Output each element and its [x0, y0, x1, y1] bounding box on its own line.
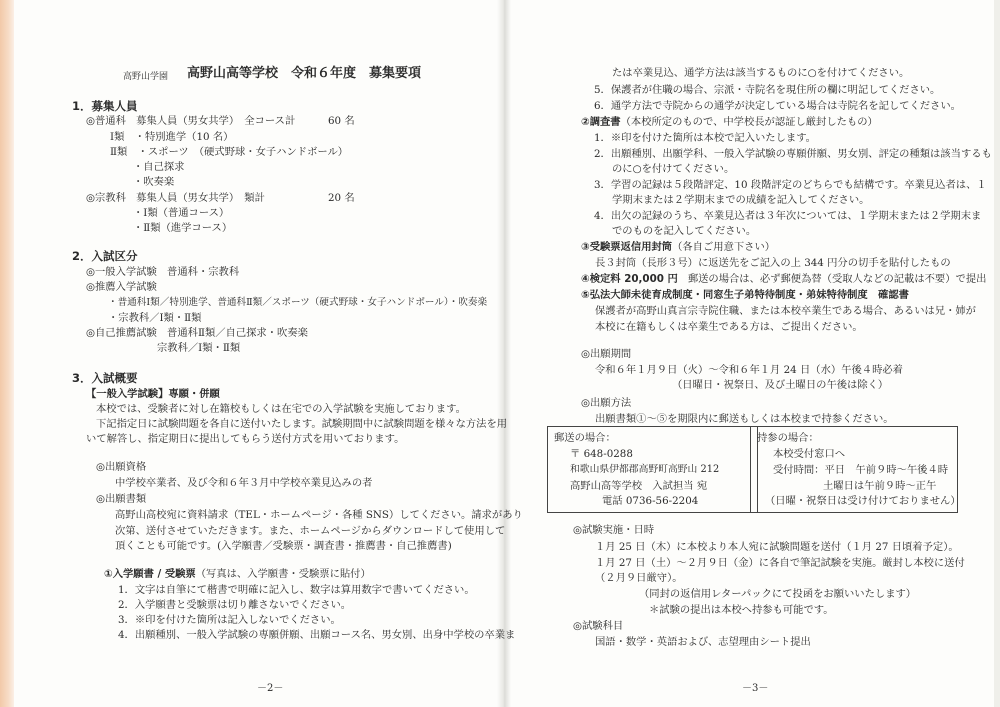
item-heading: ◎試験実施・日時: [573, 524, 655, 536]
text-line: ◎普通科 募集人員（男女共学） 全コース計: [86, 115, 296, 127]
list-item: 学期末または２学期末までの成績を記入してください。: [612, 194, 870, 206]
book-gutter: [497, 0, 511, 707]
text-line: ＊試験の提出は本校へ持参も可能です。: [649, 604, 834, 616]
text-line: ◎推薦入学試験: [86, 281, 157, 293]
text-line: ・吹奏楽: [133, 176, 175, 188]
text-line: 本校に在籍もしくは卒業生である方は、ご提出ください。: [595, 321, 863, 333]
list-item: 5．保護者が住職の場合、宗派・寺院名を現住所の欄に明記してください。: [594, 84, 941, 96]
item-heading: ④検定料 20,000 円: [581, 273, 678, 285]
page-edge: [0, 0, 14, 707]
list-item: 1．※印を付けた箇所は本校で記入いたします。: [594, 132, 816, 144]
box-heading: 持参の場合：: [757, 432, 819, 444]
item-heading: ◎出願期間: [581, 348, 632, 360]
form-item: [104, 567, 371, 581]
list-item: 3．学習の記録は５段階評定、10 段階評定のどちらでも結構です。卒業見込者は、１: [594, 179, 987, 191]
text-line: ・宗教科／Ⅰ類・Ⅱ類: [108, 312, 202, 324]
section-heading: 2．入試区分: [72, 249, 138, 263]
text-line: Ⅰ類 ・特別進学（10 名）: [110, 131, 234, 143]
paragraph-line: いて解答し、指定期日に提出してもらう送付方式を用いております。: [86, 433, 405, 445]
page-edge-right: [994, 0, 1000, 707]
text-line: ◎宗教科 募集人員（男女共学） 類計: [86, 192, 265, 204]
text-line: ・普通科Ⅰ類／特別進学、普通科Ⅱ類／スポーツ（硬式野球・女子ハンドボール）・吹奏楽: [108, 297, 488, 308]
item-heading: ◎出願書類: [96, 493, 147, 505]
text-line: （日曜日・祝祭日、及び土曜日の午後は除く）: [672, 379, 889, 391]
text-line: 保護者が高野山真言宗寺院住職、または本校卒業生である場合、あるいは兄・姉が: [595, 305, 976, 317]
page-number: －2－: [257, 683, 284, 694]
text-line: ・自己探求: [133, 161, 185, 173]
item-heading: ◎試験科目: [573, 620, 624, 632]
list-item: 6．通学方法で寺院からの通学が決定している場合は寺院名を記してください。: [594, 100, 961, 112]
list-item: でのものを記入してください。: [612, 225, 757, 237]
text-line: ・Ⅱ類（進学コース）: [133, 222, 233, 234]
text-line: 長３封筒（長形３号）に返送先をご記入の上 344 円分の切手を貼付したもの: [595, 257, 951, 269]
count-value: 60 名: [328, 115, 355, 127]
text-line: 中学校卒業者、及び令和６年３月中学校卒業見込みの者: [115, 477, 373, 489]
text-line: ◎自己推薦試験 普通科Ⅱ類／自己探求・吹奏楽: [86, 327, 308, 339]
list-item: 2．入学願書と受験票は切り離さないでください。: [118, 599, 352, 611]
text-line: 高野山高校宛に資料請求（TEL・ホームページ・各種 SNS）してください。請求があり: [115, 509, 523, 521]
item-heading: ◎出願資格: [96, 461, 147, 473]
item-heading: ◎出願方法: [581, 397, 632, 409]
text-line: （２月９日厳守）。: [595, 572, 683, 584]
mail-box: [547, 426, 758, 513]
text-line: 頂くことも可能です。(入学願書／受験票・調査書・推薦書・自己推薦書): [115, 540, 452, 552]
in-person-box: [750, 426, 961, 513]
item-heading-row: [581, 272, 986, 286]
box-heading: 郵送の場合：: [554, 432, 616, 444]
paragraph-line: 下記指定日に試験問題を各自に送付いたします。試験期間中に試験問題を様々な方法を用: [96, 418, 508, 430]
section-heading: 1．募集人員: [72, 99, 138, 113]
item-heading: ②調査書: [581, 116, 621, 128]
text-line: １月 25 日（木）に本校より本人宛に試験問題を送付（１月 27 日頃着予定）。: [595, 541, 959, 553]
text-line: １月 27 日（土）～２月９日（金）に各自で筆記試験を実施。厳封し本校に送付: [595, 557, 965, 569]
text-line: 国語・数学・英語および、志望理由シート提出: [595, 636, 811, 648]
item-note: （本校所定のもので、中学校長が認証し厳封したもの）: [620, 116, 878, 128]
list-item: 3．※印を付けた箇所は記入しないでください。: [118, 614, 341, 626]
text-line: Ⅱ類 ・スポーツ （硬式野球・女子ハンドボール）: [110, 146, 349, 158]
text-line: 土曜日は午前９時～正午: [823, 480, 937, 492]
section-heading: 3．入試概要: [72, 371, 138, 385]
text-line: 令和６年１月９日（火）～令和６年１月 24 日（水）午後４時必着: [595, 364, 903, 376]
text-line: （日曜・祝祭日は受け付けておりません）: [765, 495, 961, 507]
postal-code: 〒 648-0288: [570, 448, 633, 460]
phone: 電話 0736-56-2204: [602, 495, 699, 507]
text-line: 出願書類①～⑤を期限内に郵送もしくは本校まで持参ください。: [595, 413, 894, 425]
list-item: 2．出願種別、出願学科、一般入学試験の専願併願、男女別、評定の種類は該当するも: [594, 148, 992, 160]
list-item: 4．出願種別、一般入学試験の専願併願、出願コース名、男女別、出身中学校の卒業ま: [118, 629, 516, 641]
recipient: 高野山高等学校 入試担当 宛: [570, 480, 708, 492]
item-heading-row: [581, 240, 775, 254]
page-number: －3－: [742, 683, 769, 694]
header-org: 高野山学園: [123, 72, 169, 82]
list-item: のに○を付けてください。: [612, 163, 735, 175]
page-3: [515, 0, 993, 707]
form-note: （写真は、入学願書・受験票に貼付）: [195, 568, 371, 580]
page-title: 高野山高等学校 令和６年度 募集要項: [187, 66, 422, 81]
list-item: 4．出欠の記録のうち、卒業見込者は３年次については、１学期末または２学期末ま: [594, 210, 982, 222]
text-line: 受付時間：平日 午前９時～午後４時: [773, 464, 949, 476]
list-item: 1．文字は自筆にて楷書で明確に記入し、数字は算用数字で書いてください。: [118, 584, 475, 596]
text-line: 宗教科／Ⅰ類・Ⅱ類: [157, 342, 241, 354]
page-2: [20, 0, 523, 707]
item-heading: ③受験票返信用封筒: [581, 241, 673, 253]
form-heading: ①入学願書 / 受験票: [104, 568, 196, 580]
item-note: 郵送の場合は、必ず郵便為替（受取人などの記載は不要）で提出: [687, 273, 987, 285]
text-line: ◎一般入学試験 普通科・宗教科: [86, 266, 240, 278]
text-line: ・Ⅰ類（普通コース）: [133, 207, 230, 219]
text-line: （同封の返信用レターパックにて投函をお願いいたします）: [639, 588, 917, 600]
count-value: 20 名: [328, 192, 355, 204]
paragraph-line: 本校では、受験者に対し在籍校もしくは在宅での入学試験を実施しております。: [96, 403, 466, 415]
item-heading-row: [581, 115, 878, 129]
text-line: 次第、送付させていただきます。また、ホームページからダウンロードして使用して: [115, 525, 506, 537]
subsection-heading: 【一般入学試験】専願・併願: [86, 388, 220, 400]
list-item: たは卒業見込、通学方法は該当するものに○を付けてください。: [612, 67, 910, 79]
address: 和歌山県伊都郡高野町高野山 212: [570, 464, 720, 475]
item-heading: ⑤弘法大師未徒育成制度・同窓生子弟特待制度・弟妹特待制度 確認書: [581, 289, 909, 301]
item-note: （各自ご用意下さい）: [672, 241, 776, 253]
text-line: 本校受付窓口へ: [773, 448, 846, 460]
